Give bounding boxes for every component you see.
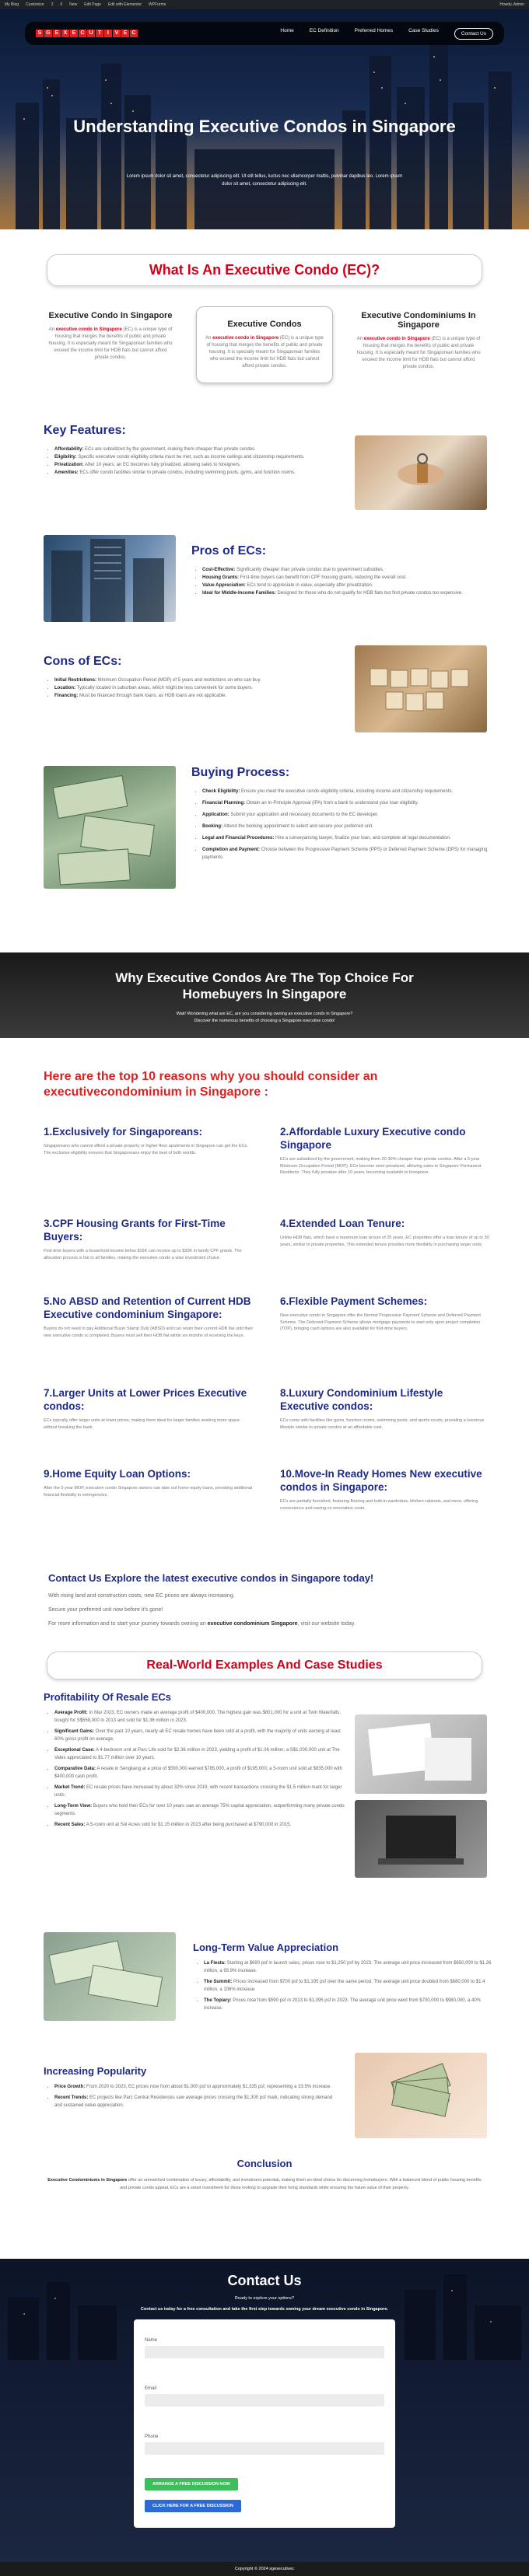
list-item: • La Fiesta: Starting at $690 psf in launch sales, prices rose to $1,250 psf by 2023. The average unit price increased from $650,000 to $1.26 million, a 93.9% increase.	[204, 1959, 496, 1975]
reason-item: 6.Flexible Payment Schemes: New executive condo in Singapore offer the Normal Progressive Payment Scheme and Deferred Payment Scheme. The Deferred Payment Scheme allows mortgage payments to start only upon project completion (TOP), bringing cash options are also available for first-time buyers.	[280, 1295, 481, 1331]
reason-item: 3.CPF Housing Grants for First-Time Buyers: First-time buyers with a household income below $16K can receive up to $30K in family CPF grants. The allocation process is fair to all families, making the executive condo a wise investment choice.	[44, 1218, 242, 1260]
reasons-title: Here are the top 10 reasons why you should consider an executivecondominium in Singapore :	[44, 1070, 378, 1099]
list-item: • Housing Grants: First-time buyers can benefit from CPF housing grants, reducing the overall cost.	[202, 574, 495, 582]
cons-list	[44, 676, 331, 700]
letter-tiles-photo	[355, 645, 487, 732]
hero-subtitle: Lorem ipsum dolor sit amet, consectetur adipiscing elit. Ut elit tellus, luctus nec ullamcorper mattis, pulvinar dapibus leo. Lorem ipsum dolor sit amet, consectetur adipiscing elit.	[126, 174, 403, 187]
contact-subtitle: Contact us today for a free consultation and take the first step towards owning your dream executive condo in Singapore.	[140, 2307, 389, 2312]
ec-card-text: An executive condo in Singapore (EC) is a unique type of housing that merges the benefits of public and private housing. It is especially meant for Singaporean families who exceed the income limit for HDB flats but cannot afford private condos.	[356, 337, 481, 369]
logo-letter: E	[70, 30, 78, 37]
phone-label: Phone	[145, 2434, 159, 2439]
list-item: • The Summit: Prices increased from $700 psf to $1,195 psf over the same period. The average unit price doubled from $680,000 to $1.4 million, a 106% increase.	[204, 1978, 496, 1994]
logo-letter: C	[130, 30, 138, 37]
email-field[interactable]	[145, 2394, 384, 2406]
list-item: • Financial Planning: Obtain an In-Principle Approval (IPA) from a bank to understand your loan eligibility.	[202, 799, 495, 807]
list-item: • Value Appreciation: ECs tend to appreciate in value, especially after privatization.	[202, 582, 495, 589]
ec-cards	[39, 306, 490, 383]
contact-cta-line: For more information and to start your journey towards owning an executive condominium Singapore, visit our website today.	[48, 1621, 356, 1627]
hero-title: Understanding Executive Condos in Singapore	[73, 117, 456, 136]
name-field[interactable]	[145, 2346, 384, 2358]
list-item: • Exceptional Case: A 4-bedroom unit at Parc Life sold for $2.36 million in 2023, yielding a profit of $1.06 million; a S$1,000,000 unit at The Vales appreciated to $1.77 million over 10 years.	[54, 1746, 347, 1762]
contact-subtitle: Ready to explore your options?	[234, 2296, 295, 2301]
key-handover-photo	[355, 435, 487, 510]
logo-letter: T	[96, 30, 103, 37]
admin-bar-item[interactable]: Edit with Elementor	[107, 2, 142, 7]
logo-letter: U	[87, 30, 95, 37]
ec-card-title: Executive Condo In Singapore	[48, 311, 173, 320]
ec-card	[350, 306, 487, 383]
list-item: • Ideal for Middle-Income Families: Designed for those who do not qualify for HDB flats but find private condos too expensive.	[202, 589, 495, 597]
cash-photo	[44, 1932, 176, 2021]
features-title: Key Features:	[44, 424, 126, 437]
admin-howdy[interactable]: Howdy, Admin	[499, 2, 524, 7]
contact-form	[134, 2319, 395, 2528]
list-item: • Booking: Attend the booking appointment to select and secure your preferred unit.	[202, 823, 495, 830]
footer: Copyright © 2024 sgexecutivec	[0, 2562, 529, 2576]
admin-bar-item[interactable]: New	[69, 2, 78, 7]
reason-item: 10.Move-In Ready Homes New executive condos in Singapore: ECs are partially furnished, featuring flooring and built-in wardrobes, kitchen cabinets, and more, offering convenience and saving on renovation costs.	[280, 1468, 482, 1511]
why-subtitle: Wait! Wondering what are EC, are you considering owning an executive condo in Singapore?	[176, 1012, 353, 1016]
list-item: • Market Trend: EC resale prices have increased by about 32% since 2019, with recent transactions crossing the $1.5 million mark for larger units.	[54, 1784, 347, 1799]
list-item: • Legal and Financial Procedures: Hire a conveyancing lawyer, finalize your loan, and complete all legal documentation.	[202, 834, 495, 842]
reason-item: 2.Affordable Luxury Executive condo Singapore ECs are subsidized by the government, making them 20-30% cheaper than private condos. After a 5-year Minimum Occupation Period (MOP), ECs become semi-privatized, allowing sales to Singapore Permanent Residents. They fully privatize after 10 years, becoming available to foreigners.	[280, 1126, 482, 1175]
pros-title: Pros of ECs:	[191, 544, 267, 557]
nav-home[interactable]: Home	[280, 27, 294, 33]
longterm-list	[193, 1959, 496, 2012]
why-subtitle: Discover the numerous benefits of choosing a Singapore executive condo!	[194, 1019, 335, 1023]
list-item: • The Topiary: Prices rose from $590 psf in 2013 to $1,095 psf in 2023. The average unit price went from $700,000 to $980,000, a 40% increase.	[204, 1997, 496, 2012]
why-banner	[0, 952, 529, 1038]
contact-section	[0, 2259, 529, 2562]
list-item: • Long-Term View: Buyers who held their ECs for over 10 years saw an average 75% capital appreciation, outperforming many private condo segments.	[54, 1802, 347, 1818]
name-label: Name	[145, 2338, 158, 2343]
list-item: • Affordability: ECs are subsidized by the government, making them cheaper than private condos.	[54, 446, 331, 453]
nav-ec-definition[interactable]: EC Definition	[309, 27, 339, 33]
buying-title: Buying Process:	[191, 766, 290, 779]
logo-letter: G	[44, 30, 52, 37]
money-photo	[44, 766, 176, 889]
why-title: Why Executive Condos Are The Top Choice For Homebuyers In Singapore	[115, 970, 414, 1001]
list-item: • Eligibility: Specific executive condo eligibility criteria must be met, such as income ceilings and citizenship requirements.	[54, 453, 331, 461]
free-discussion-button[interactable]: CLICK HERE FOR A FREE DISCUSSION	[145, 2500, 241, 2512]
case-studies-section	[0, 1652, 529, 1679]
nav-case-studies[interactable]: Case Studies	[408, 27, 439, 33]
admin-bar-item[interactable]: Edit Page	[84, 2, 101, 7]
admin-bar-item[interactable]: Customize	[26, 2, 44, 7]
reason-item: 9.Home Equity Loan Options: After the 5-year MOP, executive condo Singapore owners can take out home equity loans, providing additional financial flexibility in emergencies.	[44, 1468, 253, 1498]
laptop-photo	[355, 1800, 487, 1878]
logo-letter: S	[36, 30, 44, 37]
list-item: • Financing: Must be financed through bank loans, as HDB loans are not applicable.	[54, 692, 331, 700]
admin-bar-item[interactable]: 0	[60, 2, 63, 7]
list-item: • Completion and Payment: Choose between the Progressive Payment Scheme (PPS) or Deferred Payment Scheme (DPS) for managing payments.	[202, 846, 495, 862]
longterm-title: Long-Term Value Appreciation	[193, 1942, 339, 1953]
contact-cta-line: With rising land and construction costs, new EC prices are always increasing.	[48, 1593, 235, 1599]
list-item: • Initial Restrictions: Minimum Occupation Period (MOP) of 5 years and restrictions on who can buy.	[54, 676, 331, 684]
logo-letter: E	[53, 30, 61, 37]
reason-item: 1.Exclusively for Singaporeans: Singaporeans who cannot afford a private property or higher-floor apartments in Singapore can get the ECs. The exclusive eligibility ensures that Singaporeans enjoy the best of both worlds.	[44, 1126, 248, 1155]
features-list	[44, 446, 331, 477]
logo-letter: I	[104, 30, 112, 37]
conclusion-title: Conclusion	[236, 2158, 293, 2169]
logo-letter: E	[121, 30, 129, 37]
contact-title: Contact Us	[227, 2273, 302, 2288]
main-nav	[25, 22, 504, 45]
fanned-cash-photo	[355, 2053, 487, 2138]
logo-letter: X	[61, 30, 69, 37]
list-item: • Amenities: ECs offer condo facilities similar to private condos, including swimming pools, gyms, and function rooms.	[54, 469, 331, 477]
reason-item: 8.Luxury Condominium Lifestyle Executive condos: ECs come with facilities like gyms, function rooms, swimming pools, and sports courts, providing a luxurious lifestyle similar to private condos at an affordable cost.	[280, 1387, 485, 1430]
hero-section	[0, 9, 529, 229]
reason-item: 4.Extended Loan Tenure: Unlike HDB flats, which have a maximum loan tenure of 25 years, EC properties offer a loan tenure of up to 30 years, similar to private properties. This extended tenure provides more flexibility in purchasing larger units.	[280, 1218, 489, 1247]
contact-cta-title: Contact Us Explore the latest executive condos in Singapore today!	[48, 1572, 374, 1584]
ec-card-highlight	[196, 306, 333, 383]
reason-item: 7.Larger Units at Lower Prices Executive condos: ECs typically offer larger units at lower prices, making them ideal for larger families seeking more space without breaking the bank.	[44, 1387, 247, 1430]
building-photo	[44, 535, 176, 622]
logo-letter: C	[79, 30, 86, 37]
reason-item: 5.No ABSD and Retention of Current HDB Executive condominium Singapore: Buyers do not need to pay Additional Buyer Stamp Duty (ABSD) and can retain their current HDB flat until their new executive condo is completed. Buyers must sell their HDB flat within six months of receiving the keys.	[44, 1295, 254, 1338]
buying-list	[191, 788, 495, 862]
admin-bar	[0, 0, 529, 9]
list-item: • Cost-Effective: Significantly cheaper than private condos due to government subsidies.	[202, 566, 495, 574]
admin-bar-item[interactable]: 2	[51, 2, 54, 7]
list-item: • Recent Trends: EC projects like Parc Central Residences saw average prices crossing the $1,300 psf mark, indicating strong demand and sustained value appreciation.	[54, 2094, 339, 2109]
cons-title: Cons of ECs:	[44, 655, 122, 668]
case-studies-title: Real-World Examples And Case Studies	[47, 1652, 482, 1679]
list-item: • Recent Sales: A 5-room unit at Sol Acres sold for $1.15 million in 2023 after being purchased at $790,000 in 2015.	[54, 1821, 347, 1829]
conclusion-section	[0, 2158, 529, 2192]
ec-card	[42, 306, 179, 383]
admin-bar-item[interactable]: WPForms	[149, 2, 166, 7]
ec-card-text: An executive condo in Singapore (EC) is a unique type of housing that merges the benefits of public and private housing. It is specially meant for Singaporean families who exceed the income limit for HDB flats but cannot afford private condos.	[205, 336, 324, 369]
list-item: • Price Growth: From 2020 to 2023, EC prices rose from about $1,000 psf to approximately $1,335 psf, representing a 33.5% increase.	[54, 2083, 339, 2091]
pros-list	[191, 566, 495, 597]
ec-section-title: What Is An Executive Condo (EC)?	[47, 254, 482, 286]
ec-card-title: Executive Condos	[227, 320, 302, 329]
list-item: • Check Eligibility: Ensure you meet the executive condo eligibility criteria, including income and citizenship requirements.	[202, 788, 495, 795]
popularity-list	[44, 2083, 339, 2109]
list-item: • Average Profit: In Mar 2023, EC owners made an average profit of $400,000. The highest gain was $801,000 for a unit at Twin Waterfalls, bought for S$558,000 in 2013 and sold for $1.36 million in 2023.	[54, 1709, 347, 1725]
documents-photo	[355, 1714, 487, 1794]
list-item: • Application: Submit your application and necessary documents to the EC developer.	[202, 811, 495, 819]
contact-cta-line: Secure your preferred unit now before it's gone!	[48, 1607, 163, 1613]
conclusion-text: Executive Condominiums in Singapore offer an unmatched combination of luxury, affordability, and investment potential, making them an ideal choice for discerning homebuyers. With a balanced blend of public housing benefits and private condo appeal, ECs are a smart investment for those looking to upgrade their living standards while ensuring the future value of their property.	[47, 2178, 482, 2190]
logo-letter: V	[113, 30, 121, 37]
nav-preferred-homes[interactable]: Preferred Homes	[354, 27, 394, 33]
ec-card-text: An executive condo in Singapore (EC) is a unique type of housing that merges the benefits of public and private housing. It is especially meant for Singaporean families who exceed the income limit for HDB flats but cannot afford private condos.	[48, 327, 173, 360]
list-item: • Comparative Data: A resale in Sengkang at a price of $590,000 earned $785,000, a profit of $195,000; a 5-room unit sold at $835,000 with $400,000 cash profit.	[54, 1765, 347, 1781]
resale-title: Profitability Of Resale ECs	[44, 1691, 171, 1703]
ec-card-title: Executive Condominiums In Singapore	[361, 311, 476, 330]
arrange-discussion-button[interactable]: ARRANGE A FREE DISCUSSION NOW	[145, 2478, 238, 2490]
popularity-title: Increasing Popularity	[44, 2065, 147, 2077]
list-item: • Location: Typically located in suburban areas, which might be less convenient for some buyers.	[54, 684, 331, 692]
list-item: • Significant Gains: Over the past 10 years, nearly all EC resale homes have been sold at a profit, with the majority of units earning at least 60% gross profit on average.	[54, 1728, 347, 1743]
nav-contact-button[interactable]: Contact Us	[454, 28, 493, 40]
site-logo[interactable]	[36, 30, 138, 37]
resale-list	[44, 1709, 347, 1829]
list-item: • Privatization: After 10 years, an EC becomes fully privatized, allowing sales to foreigners.	[54, 461, 331, 469]
admin-bar-item[interactable]: My Blog	[5, 2, 19, 7]
email-label: Email	[145, 2386, 157, 2391]
phone-field[interactable]	[145, 2442, 384, 2455]
